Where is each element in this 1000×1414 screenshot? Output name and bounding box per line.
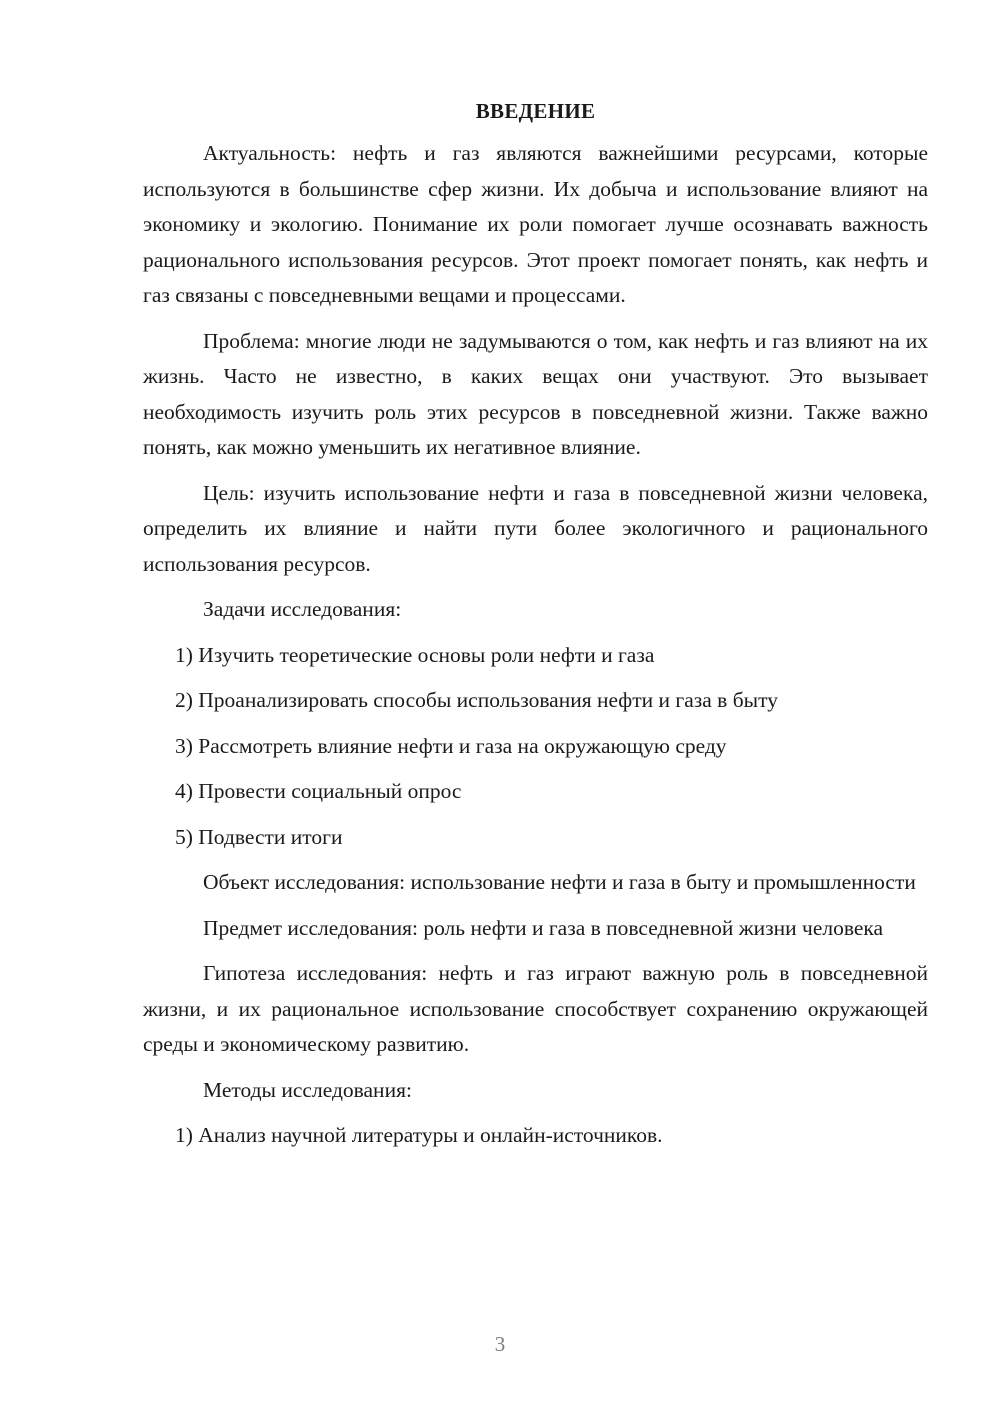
task-item: 3) Рассмотреть влияние нефти и газа на окружающую среду <box>175 733 727 758</box>
tasks-heading: Задачи исследования: <box>203 597 402 621</box>
method-item: 1) Анализ научной литературы и онлайн-источников. <box>175 1123 663 1147</box>
task-item: 2) Проанализировать способы использования нефти и газа в быту <box>175 688 778 712</box>
task-item: 1) Изучить теоретические основы роли нефти и газа <box>175 642 655 667</box>
relevance-paragraph: Актуальность: нефть и газ являются важнейшими ресурсами, которые используются в большинстве сфер жизни. Их добыча и использование влияют на экономику и экологию. Понимание их роли помогает лучше осознавать важность рационального использования ресурсов. Этот проект помогает понять, как нефть и газ связаны с повседневными вещами и процессами. <box>143 141 928 307</box>
task-item: 4) Провести социальный опрос <box>175 779 462 803</box>
object-paragraph: Объект исследования: использование нефти и газа в быту и промышленности <box>203 870 916 894</box>
page-number: 3 <box>494 1332 506 1356</box>
section-heading: ВВЕДЕНИЕ <box>475 99 596 123</box>
methods-heading: Методы исследования: <box>203 1077 412 1102</box>
goal-paragraph: Цель: изучить использование нефти и газа в повседневной жизни человека, определить их влияние и найти пути более экологичного и рационального использования ресурсов. <box>143 480 928 576</box>
document-page <box>143 96 928 1164</box>
hypothesis-paragraph: Гипотеза исследования: нефть и газ играют важную роль в повседневной жизни, и их рациональное использование способствует сохранению окружающей среды и экономическому развитию. <box>143 961 928 1056</box>
subject-paragraph: Предмет исследования: роль нефти и газа в повседневной жизни человека <box>203 915 884 940</box>
problem-paragraph: Проблема: многие люди не задумываются о том, как нефть и газ влияют на их жизнь. Часто не известно, в каких вещах они участвуют. Это вызывает необходимость изучить роль этих ресурсов в повседневной жизни. Также важно понять, как можно уменьшить их негативное влияние. <box>143 328 928 459</box>
task-item: 5) Подвести итоги <box>175 824 343 849</box>
